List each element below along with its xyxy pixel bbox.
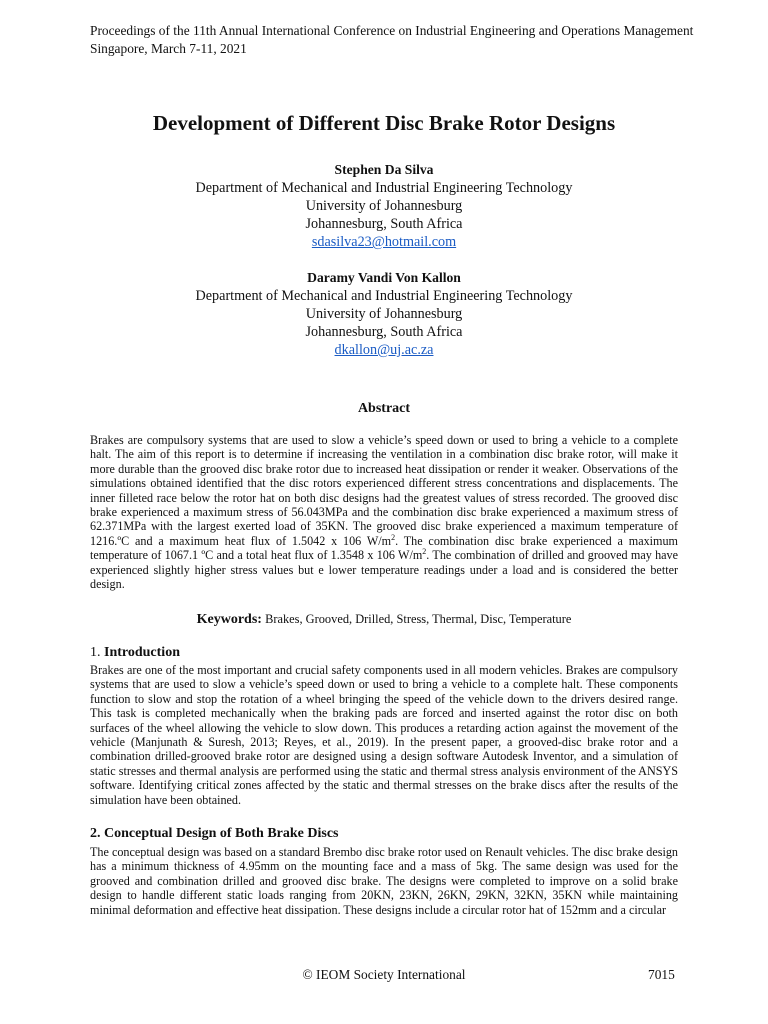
section-heading-introduction	[90, 645, 180, 661]
abstract-heading: Abstract	[357, 401, 411, 416]
paper-title: Development of Different Disc Brake Rotor Designs	[152, 111, 616, 135]
author-block-2	[0, 269, 768, 359]
section-title: Introduction	[104, 645, 180, 660]
section-heading-conceptual-design: 2. Conceptual Design of Both Brake Discs	[90, 826, 339, 841]
author-university: University of Johannesburg	[305, 198, 463, 214]
section-number: 1.	[90, 645, 101, 660]
author-name: Daramy Vandi Von Kallon	[307, 270, 461, 285]
keywords-text: Brakes, Grooved, Drilled, Stress, Thermal, Disc, Temperature	[265, 612, 572, 626]
author-department: Department of Mechanical and Industrial Engineering Technology	[195, 180, 573, 196]
author-email-link[interactable]: sdasilva23@hotmail.com	[311, 234, 457, 250]
abstract-paragraph: Brakes are compulsory systems that are used to slow a vehicle’s speed down or used to bring a vehicle to a complete halt. The aim of this report is to determine if increasing the ventilation in a combination disc brake rotor, will make it more durable than the grooved disc brake rotor due to increased heat dissipation or render it weaker. Observations of the simulations obtained identified that the disc rotors experienced different stress concentrations and displacements. The inner filleted race below the rotor hat on both disc designs had the greatest values of stress recorded. The grooved disc brake experienced a maximum stress of 56.043MPa and the combination disc brake experienced a maximum stress of 62.371MPa with the largest exerted load of 35KN. The grooved disc brake experienced a maximum temperature of 1216.ºC and a maximum heat flux of 1.5042 x 106 $W/m^2$. The combination disc brake experienced a maximum temperature of 1067.1 ºC and a total heat flux of 1.3548 x 106 $W/m^2$. The combination of drilled and grooved may have experienced slightly higher stress values but e lower temperature readings under a load and is considered the better design.	[90, 433, 678, 592]
keywords-label: Keywords:	[196, 612, 262, 627]
header-conference-line: Proceedings of the 11th Annual International Conference on Industrial Engineering and Operations Management	[90, 23, 694, 38]
keywords-line	[0, 612, 768, 628]
conceptual-design-paragraph: The conceptual design was based on a standard Brembo disc brake rotor used on Renault vehicles. The disc brake design has a minimum thickness of 4.95mm on the mounting face and a mass of 5kg. The same design was used for the grooved and combination drilled and grooved disc brake. The designs were completed to improve on a solid brake design to handle different static loads ranging from 20KN, 23KN, 26KN, 29KN, 32KN, 35KN while maintaining minimal deformation and effective heat dissipation. These designs include a circular rotor hat of 152mm and a circular	[90, 845, 678, 917]
header-location-line: Singapore, March 7-11, 2021	[90, 41, 247, 56]
author-block-1	[0, 161, 768, 251]
author-department: Department of Mechanical and Industrial Engineering Technology	[195, 288, 573, 304]
footer-page-number: 7015	[648, 967, 675, 982]
proceedings-header	[90, 22, 730, 58]
author-email-link[interactable]: dkallon@uj.ac.za	[334, 342, 434, 358]
footer-copyright: © IEOM Society International	[302, 967, 466, 982]
author-location: Johannesburg, South Africa	[305, 324, 463, 340]
introduction-paragraph: Brakes are one of the most important and crucial safety components used in all modern vehicles. Brakes are compulsory systems that are used to slow a vehicle’s speed down or used to bring a vehicle to a complete halt. These components function to slow and stop the rotation of a wheel bringing the speed of the vehicle down to the drivers desired range. This task is completed mechanically when the braking pads are forced and inserted against the rotor disc on both surfaces of the wheel allowing the vehicle to slow down. This produces a retarding action against the movement of the vehicle (Manjunath & Suresh, 2013; Reyes, et al., 2019). In the present paper, a grooved-disc brake rotor and a combination drilled-grooved brake rotor are designed using a design software Autodesk Inventor, and a simulation of static stresses and thermal analysis are performed using the static and thermal stress analysis environment of the ANSYS software. Identifying critical zones affected by the static and thermal stresses on the brake discs after the results of the simulation have been obtained.	[90, 663, 678, 807]
author-name: Stephen Da Silva	[334, 162, 434, 177]
author-university: University of Johannesburg	[305, 306, 463, 322]
author-location: Johannesburg, South Africa	[305, 216, 463, 232]
